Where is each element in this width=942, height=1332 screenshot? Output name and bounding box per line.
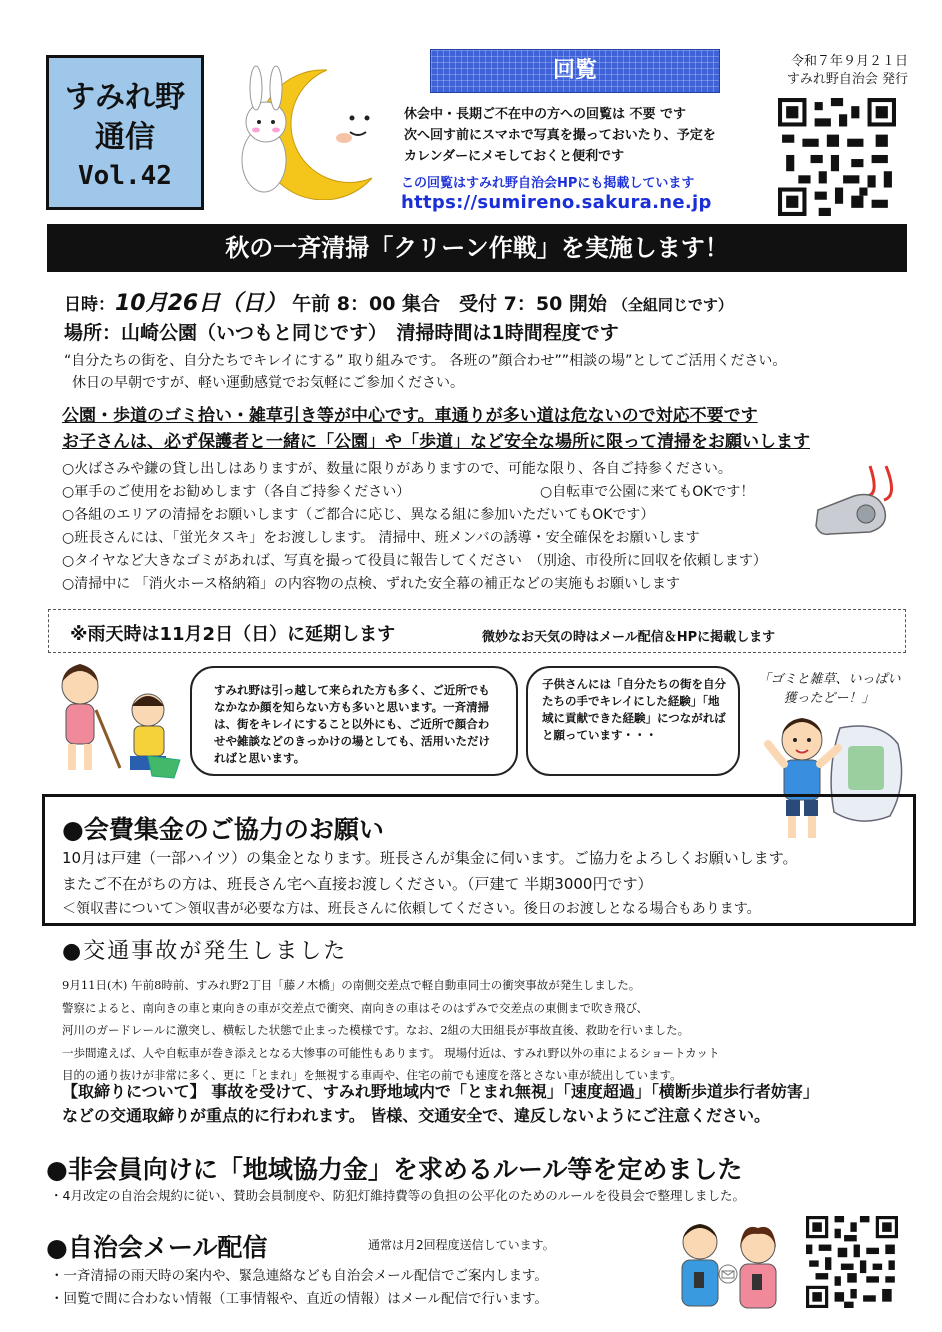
mail-frequency: 通常は月2回程度送信しています。 xyxy=(368,1238,555,1252)
nonmember-body: ・4月改定の自治会規約に従い、賛助会員制度や、防犯灯維持費等の負担の公平化のためのルールを役員会で整理しました。 xyxy=(50,1188,745,1203)
list-item: ○清掃中に 「消火ホース格納箱」の内容物の点検、ずれた安全幕の補正などの実施もお願いします xyxy=(62,576,680,592)
logo-volume: Vol.42 xyxy=(78,161,172,191)
dues-line: ＜領収書について＞領収書が必要な方は、班長さんに依頼してください。後日のお渡しとなる場合もあります。 xyxy=(62,901,761,917)
logo-line1: すみれ野 xyxy=(65,80,185,115)
whistle-icon xyxy=(808,462,904,542)
cleanup-banner: 秋の一斉清掃「クリーン作戦」を実施します！ xyxy=(47,224,907,272)
date-label: 日時： xyxy=(64,295,115,315)
mail-line: ・一斉清掃の雨天時の案内や、緊急連絡なども自治会メール配信でご案内します。 xyxy=(50,1268,548,1284)
speech-bubble: すみれ野は引っ越して来られた方も多く、ご近所でもなかなか顔を知らない方も多いと思います。一斉清掃は、街をキレイにすること以外にも、ご近所で顔合わせや雑談などのきっかけの場としても、活用いただければと思います。 xyxy=(190,666,518,776)
enforcement-note xyxy=(62,1080,819,1128)
list-item: ○各組のエリアの清掃をお願いします（ご都合に応じ、異なる組に参加いただいてもOKです） xyxy=(62,507,655,523)
date-rest: 午前 8：00 集合 受付 7：50 開始 xyxy=(292,293,607,315)
cleanup-intro xyxy=(64,350,786,394)
list-item: ○軍手のご使用をお勧めします（各自ご持参ください） xyxy=(62,484,411,500)
nonmember-title: ●非会員向けに「地域協力金」を求めるルール等を定めました xyxy=(46,1155,743,1184)
moon-rabbit-illustration xyxy=(232,60,382,200)
rain-sub: 微妙なお天気の時はメール配信＆HPに掲載します xyxy=(482,630,776,645)
underline-note: お子さんは、必ず保護者と一緒に「公園」や「歩道」など安全な場所に限って清掃をお願いします xyxy=(62,432,810,452)
qr-code[interactable] xyxy=(778,98,896,216)
speech-bubble: 子供さんには「自分たちの街を自分たちの手でキレイにした経験」「地域に貢献できた経験」につながればと願っています・・・ xyxy=(526,666,740,776)
hp-note: この回覧はすみれ野自治会HPにも掲載しています xyxy=(401,176,695,191)
list-item: ○タイヤなど大きなゴミがあれば、写真を撮って役員に報告してください （別途、市役所に回収を依頼します） xyxy=(62,553,767,569)
kairan-line: 休会中・長期ご不在中の方への回覧は 不要 です xyxy=(404,107,687,122)
website-link[interactable]: https://sumireno.sakura.ne.jp xyxy=(401,192,712,213)
people-phone-illustration xyxy=(668,1216,788,1316)
kairan-notes xyxy=(404,104,716,167)
accident-body xyxy=(62,974,720,1087)
children-cleaning-illustration xyxy=(40,660,190,784)
enforcement-line: 【取締りについて】 事故を受けて、すみれ野地域内で「とまれ無視」「速度超過」「横断歩道歩行者妨害」 xyxy=(62,1082,819,1101)
list-item: ○自転車で公園に来てもOKです！ xyxy=(540,484,755,500)
list-item: ○班長さんには、「蛍光タスキ」をお渡しします。 清掃中、班メンバの誘導・安全確保をお願いします xyxy=(62,530,700,546)
accident-title: ●交通事故が発生しました xyxy=(62,939,348,964)
qr-code[interactable] xyxy=(806,1216,898,1308)
kairan-line: 次へ回す前にスマホで写真を撮っておいたり、予定を xyxy=(404,128,716,143)
enforcement-line: などの交通取締りが重点的に行われます。 皆様、交通安全で、違反しないようにご注意ください。 xyxy=(62,1106,770,1125)
publisher: すみれ野自治会 発行 xyxy=(786,72,908,87)
underline-note: 公園・歩道のゴミ拾い・雑草引き等が中心です。車通りが多い道は危ないので対応不要です xyxy=(62,406,758,426)
list-item: ○火ばさみや鎌の貸し出しはありますが、数量に限りがありますので、可能な限り、各自ご持参ください。 xyxy=(62,461,732,477)
boy-quote: 「ゴミと雑草、いっぱい獲ったどー！」 xyxy=(757,672,901,706)
kairan-label: 回覧 xyxy=(430,49,720,93)
rain-main: ※雨天時は11月2日（日）に延期します xyxy=(70,624,396,645)
mail-title: ●自治会メール配信 xyxy=(46,1233,268,1262)
mail-line: ・回覧で間に合わない情報（工事情報や、直近の情報）はメール配信で行います。 xyxy=(50,1291,548,1307)
date-main: 10月26日（日） xyxy=(115,291,287,316)
cleanup-place: 場所：山崎公園（いつもと同じです） 清掃時間は1時間程度です xyxy=(64,322,619,344)
accident-line: 9月11日(木) 午前8時前、すみれ野2丁目「藤ノ木橋」の南側交差点で軽自動車同士の衝突事故が発生しました。 xyxy=(62,978,641,992)
issue-date: 令和７年９月２１日 xyxy=(790,54,908,69)
dues-line: 10月は戸建（一部ハイツ）の集金となります。班長さんが集金に伺います。ご協力をよろしくお願いします。 xyxy=(62,849,798,867)
intro-line: “自分たちの街を、自分たちでキレイにする” 取り組みです。 各班の”顔合わせ””相談の場”としてご活用ください。 xyxy=(64,353,787,369)
accident-line: 河川のガードレールに激突し、横転した状態で止まった模様です。なお、2組の大田組長が事故直後、救助を行いました。 xyxy=(62,1023,690,1037)
dues-line: またご不在がちの方は、班長さん宅へ直接お渡しください。（戸建て 半期3000円です） xyxy=(62,875,653,893)
issue-info xyxy=(748,53,908,89)
logo-line2: 通信 xyxy=(95,120,155,155)
intro-line: 休日の早朝ですが、軽い運動感覚でお気軽にご参加ください。 xyxy=(72,375,464,391)
accident-line: 一歩間違えば、人や自転車が巻き添えとなる大惨事の可能性もあります。 現場付近は、すみれ野以外の車によるショートカット xyxy=(62,1045,720,1060)
accident-line: 目的の通り抜けが非常に多く、更に「とまれ」を無視する車両や、住宅の前でも速度を落とさない車が続出しています。 xyxy=(62,1068,682,1082)
kairan-line: カレンダーにメモしておくと便利です xyxy=(404,149,625,164)
cleanup-datetime xyxy=(64,286,733,317)
dues-title: ●会費集金のご協力のお願い xyxy=(62,815,384,844)
accident-line: 警察によると、南向きの車と東向きの車が交差点で衝突、南向きの車はそのはずみで交差点の東側まで吹き飛び、 xyxy=(62,1000,649,1015)
date-note: （全組同じです） xyxy=(612,296,733,314)
newsletter-logo xyxy=(46,55,204,210)
